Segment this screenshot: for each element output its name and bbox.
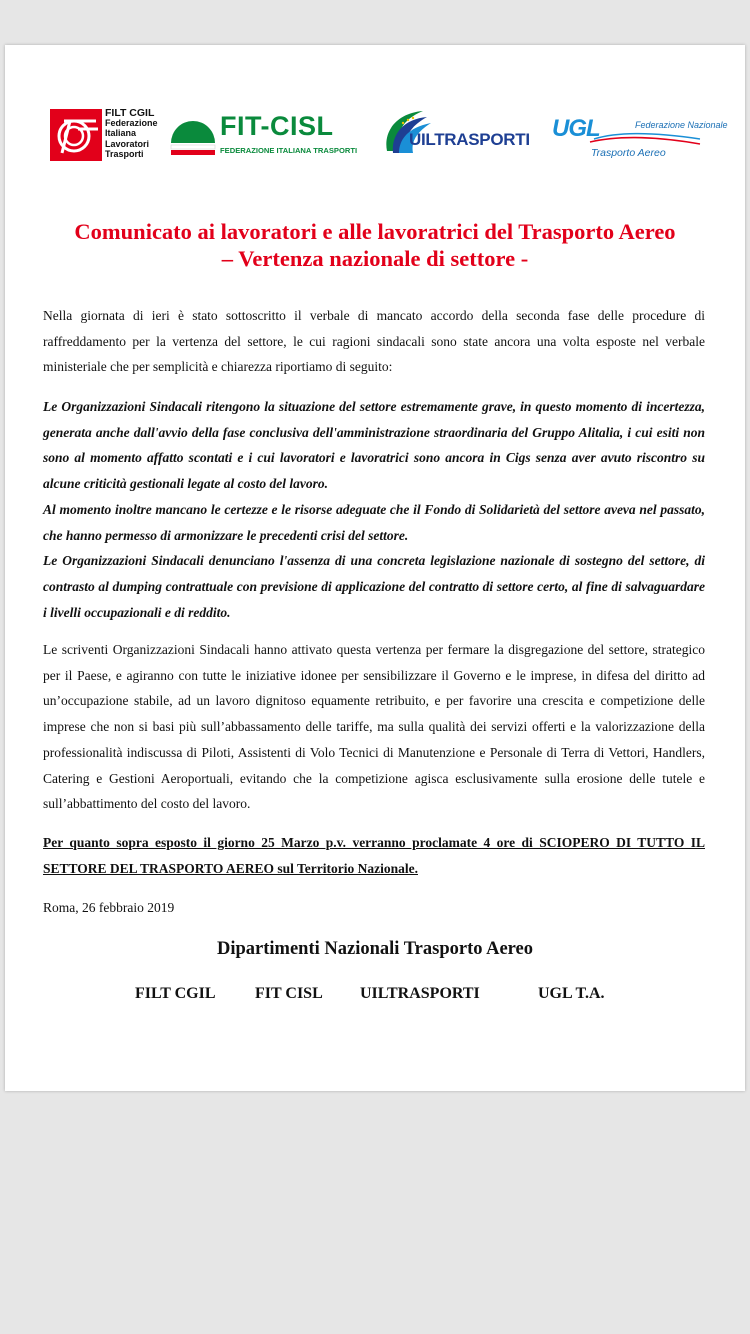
signature-filt-cgil: FILT CGIL	[135, 985, 216, 1002]
document-date: Roma, 26 febbraio 2019	[43, 900, 175, 915]
uiltrasporti-logo	[381, 107, 536, 163]
title-line-1: Comunicato ai lavoratori e alle lavoratrici del Trasporto Aereo	[74, 219, 676, 244]
intro-paragraph: Nella giornata di ieri è stato sottoscritto il verbale di mancato accordo della seconda fase delle procedure di raffreddamento per la vertenza del settore, le cui ragioni sindacali sono state ancora una volta esposte nel verbale ministeriale che per semplicità e chiarezza riportiamo di seguito:	[43, 308, 705, 375]
page-title	[25, 218, 725, 272]
main-paragraph: Le scriventi Organizzazioni Sindacali hanno attivato questa vertenza per fermare la disgregazione del settore, strategico per il Paese, e agiranno con tutte le iniziative idonee per sensibilizzare il Governo e le imprese, in difesa del diritto ad un’occupazione stabile, ad un lavoro dignitoso equamente retribuito, e per favorire una crescita e competizione delle imprese che non si basi più sull’abbassamento delle tariffe, ma sulla qualità dei servizi offerti e la valorizzazione della professionalità indiscussa di Piloti, Assistenti di Volo Tecnici di Manutenzione e Personale di Terra di Vettori, Handlers, Catering e Gestioni Aeroportuali, evitando che la competizione agisca esclusivamente sulla erosione delle tutele e sull’abbattimento del costo del lavoro.	[43, 642, 705, 812]
quote-paragraph-3: Le Organizzazioni Sindacali denunciano l'assenza di una concreta legislazione nazionale di sostegno del settore, di contrasto al dumping contrattuale con previsione di applicazione del contratto di settore certo, al fine di salvaguardare i livelli occupazionali e di reddito.	[43, 553, 705, 620]
title-line-2: – Vertenza nazionale di settore -	[221, 246, 529, 271]
ugl-logo	[550, 109, 728, 165]
filt-cgil-emblem-icon	[50, 109, 102, 161]
department-heading: Dipartimenti Nazionali Trasporto Aereo	[216, 939, 533, 959]
ministerial-quote	[43, 394, 705, 625]
logo-bar	[5, 45, 745, 175]
signature-uiltrasporti: UILTRASPORTI	[360, 985, 480, 1002]
signature-ugl-ta: UGL T.A.	[538, 985, 605, 1002]
strike-announcement: Per quanto sopra esposto il giorno 25 Marzo p.v. verranno proclamate 4 ore di SCIOPERO DI TUTTO IL SETTORE DEL TRASPORTO AEREO sul Territorio Nazionale.	[43, 835, 705, 876]
document-page	[5, 45, 745, 1091]
fit-cisl-subtitle: FEDERAZIONE ITALIANA TRASPORTI	[220, 146, 358, 155]
filt-cgil-logo	[50, 109, 165, 161]
ugl-name: UGL	[552, 115, 600, 142]
signature-fit-cisl: FIT CISL	[255, 985, 323, 1002]
quote-paragraph-2: Al momento inoltre mancano le certezze e le risorse adeguate che il Fondo di Solidarietà del settore aveva nel passato, che hanno permesso di armonizzare le precedenti crisi del settore.	[43, 501, 705, 543]
ugl-federazione: Federazione Nazionale	[635, 120, 728, 130]
filt-cgil-text: FILT CGIL Federazione Italiana Lavoratori Trasporti	[105, 107, 158, 159]
uiltrasporti-name: UILTRASPORTI	[409, 130, 530, 149]
ugl-sector: Trasporto Aereo	[591, 147, 666, 159]
fit-cisl-name: FIT-CISL	[220, 111, 334, 141]
quote-paragraph-1: Le Organizzazioni Sindacali ritengono la situazione del settore estremamente grave, in questo momento di incertezza, generata anche dall'avvio della fase conclusiva dell'amministrazione straordinaria del Gruppo Alitalia, i cui esiti non sono al momento affatto scontati e i cui lavoratori e lavoratrici sono ancora in Cigs senza aver avuto riscontro su alcune criticità gestionali legate al costo del lavoro.	[43, 399, 705, 492]
fit-cisl-emblem-icon	[168, 109, 218, 161]
fit-cisl-logo	[168, 109, 368, 161]
